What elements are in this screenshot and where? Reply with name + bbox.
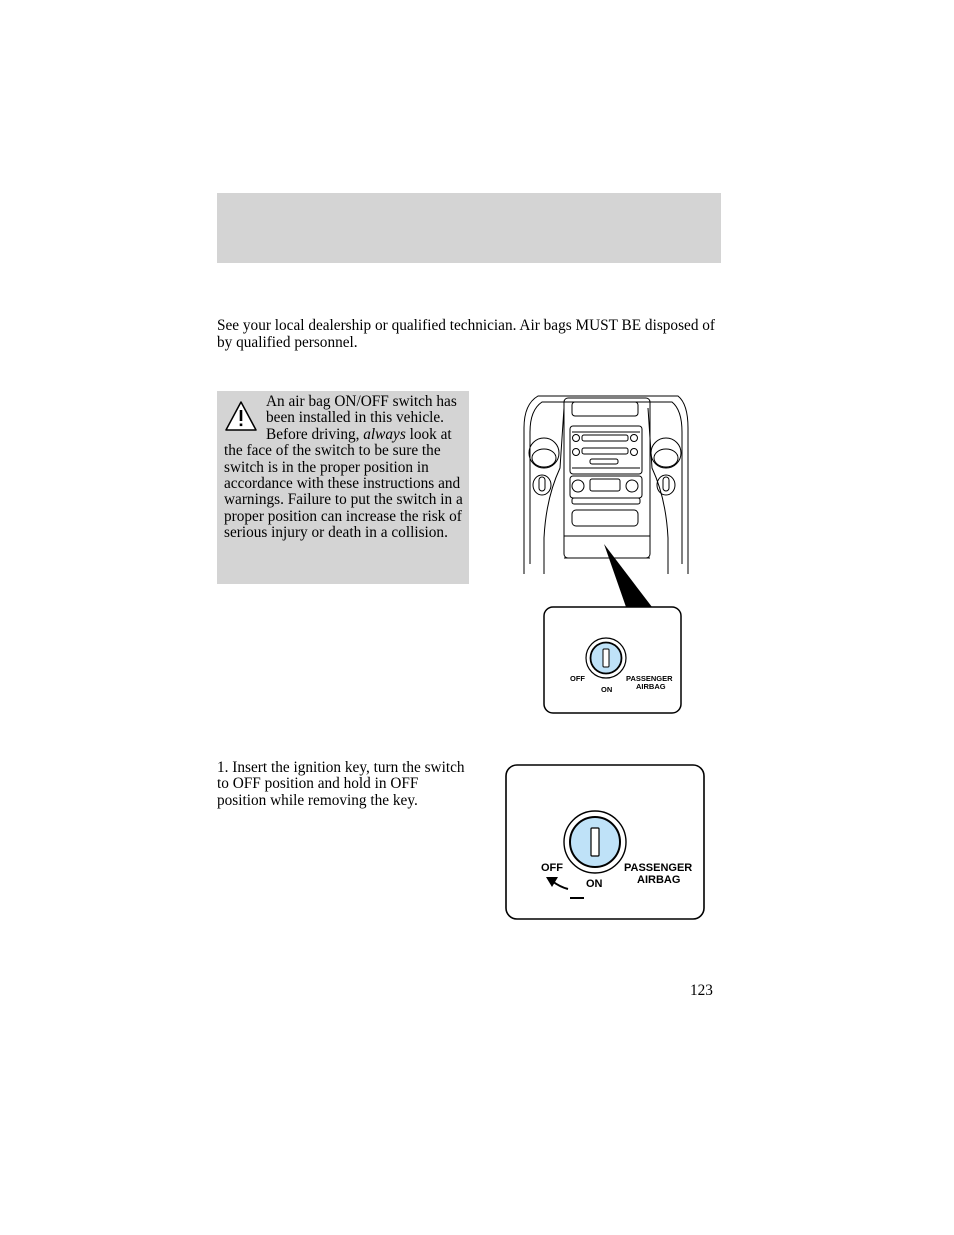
airbag-switch-figure (504, 763, 706, 921)
warning-text-emphasis: always (363, 425, 406, 443)
figure1-on-label: ON (601, 685, 613, 694)
figure2-airbag-label: AIRBAG (637, 874, 681, 886)
figure2-passenger-label: PASSENGER (624, 862, 693, 874)
warning-triangle-icon (224, 399, 258, 433)
instrument-panel-figure (520, 388, 695, 718)
page-number: 123 (690, 982, 713, 999)
warning-text (224, 394, 463, 542)
figure2-on-label: ON (586, 878, 603, 890)
figure2-off-label: OFF (541, 862, 563, 874)
warning-text-after: look at the face of the switch to be sure the switch is in the proper position in accordance with these instructions and warnings. Failure to put the switch in a proper position can increase the risk of serious injury or death in a collision. (224, 425, 463, 542)
section-header-band (217, 193, 721, 263)
intro-paragraph: See your local dealership or qualified technician. Air bags MUST BE disposed of by qualified personnel. (217, 317, 716, 351)
warning-box (217, 391, 469, 584)
figure1-airbag-label: AIRBAG (636, 682, 666, 691)
step-1-instruction: 1. Insert the ignition key, turn the switch to OFF position and hold in OFF position while removing the key. (217, 759, 465, 809)
warning-text-before: An air bag ON/OFF switch has been installed in this vehicle. Before driving, (266, 393, 457, 443)
figure1-passenger-label: PASSENGER (626, 674, 673, 683)
figure1-off-label: OFF (570, 674, 585, 683)
